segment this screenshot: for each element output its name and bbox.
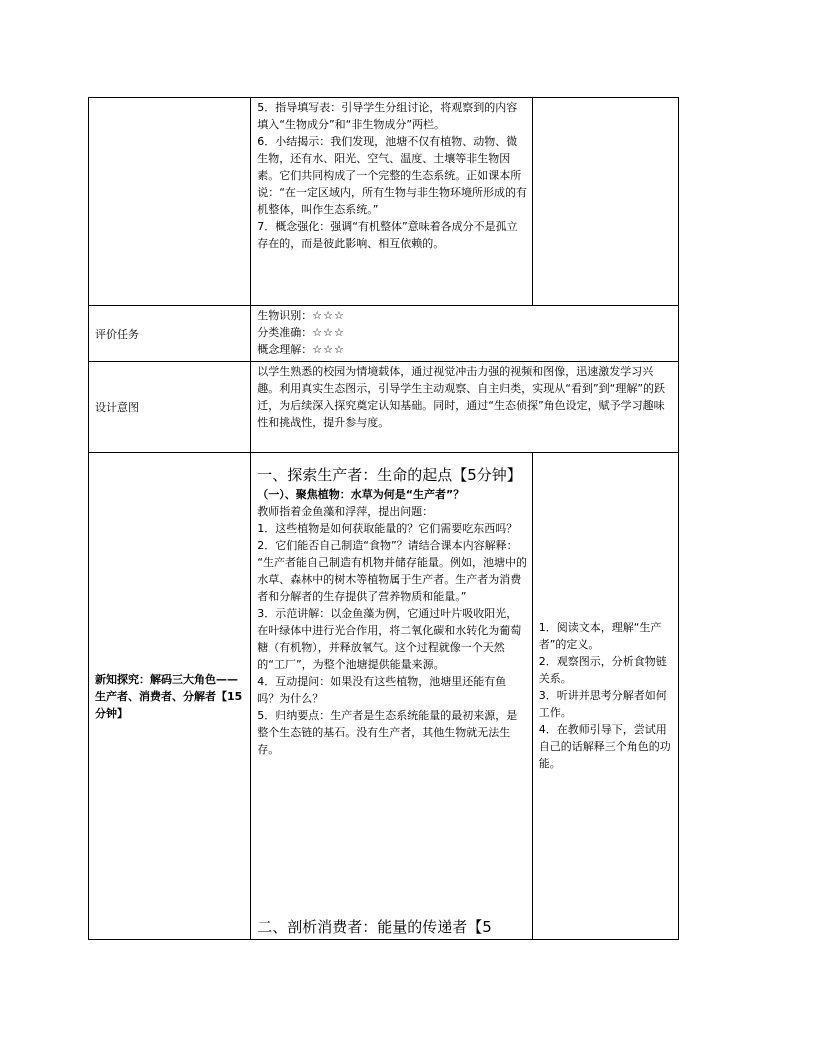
student-activity-cell [532, 98, 678, 306]
step-6: 6．小结揭示：我们发现，池塘不仅有植物、动物、微生物，还有水、阳光、空气、温度、土壤等非生物因素。它们共同构成了一个完整的生态系统。正如课本所说：“在一定区域内，所有生物与非生物环境所形成的有机整体，叫作生态系统。” [257, 135, 527, 216]
section-1-title: 一、探索生产者：生命的起点【5分钟】 [257, 466, 522, 484]
student-step-4: 4．在教师引导下，尝试用自己的话解释三个角色的功能。 [538, 723, 671, 770]
table-row-explore [89, 453, 679, 940]
intro-text: 教师指着金鱼藻和浮萍，提出问题： [257, 505, 434, 518]
evaluation-content-cell [251, 306, 679, 362]
question-1: 1．这些植物是如何获取能量的？它们需要吃东西吗？ [257, 522, 518, 535]
star-rating: ☆☆☆ [312, 343, 345, 356]
lesson-plan-table [88, 97, 679, 940]
design-content-cell [251, 362, 679, 453]
step-5: 5．指导填写表：引导学生分组讨论，将观察到的内容填入“生物成分”和“非生物成分”两栏。 [257, 101, 518, 131]
student-step-1: 1．阅读文本，理解“生产者”的定义。 [538, 621, 662, 651]
evaluation-label-cell [89, 306, 251, 362]
evaluation-item [257, 341, 674, 358]
evaluation-label: 评价任务 [95, 327, 139, 341]
explore-label: 新知探究：解码三大角色——生产者、消费者、分解者【15分钟】 [95, 672, 243, 720]
explore-teacher-cell [251, 453, 532, 940]
table-row-evaluation [89, 306, 679, 362]
evaluation-item [257, 324, 674, 341]
summary-point: 5．归纳要点：生产者是生态系统能量的最初来源，是整个生态链的基石。没有生产者，其他生物就无法生存。 [257, 709, 518, 756]
evaluation-item [257, 307, 674, 324]
design-label-cell [89, 362, 251, 453]
table-row-design [89, 362, 679, 453]
demo-explanation: 3．示范讲解：以金鱼藻为例，它通过叶片吸收阳光，在叶绿体中进行光合作用，将二氧化碳和水转化为葡萄糖（有机物），并释放氧气。这个过程就像一个天然的“工厂”，为整个池塘提供能量来源。 [257, 607, 522, 671]
explore-student-cell [532, 453, 678, 940]
design-text: 以学生熟悉的校园为情境载体，通过视觉冲击力强的视频和图像，迅速激发学习兴趣。利用真实生态图示，引导学生主动观察、自主归类，实现从“看到”到“理解”的跃迁，为后续深入探究奠定认知基础。同时，通过“生态侦探”角色设定，赋予学习趣味性和挑战性，提升参与度。 [257, 365, 666, 429]
section-2-title: 二、剖析消费者：能量的传递者【5 [257, 918, 492, 936]
table-row-process [89, 98, 679, 306]
subsection-title: （一）、聚焦植物：水草为何是“生产者”？ [257, 488, 465, 501]
question-2: 2．它们能否自己制造“食物”？请结合课本内容解释： [257, 539, 518, 552]
question-4: 4．互动提问：如果没有这些植物，池塘里还能有鱼吗？为什么？ [257, 675, 507, 705]
empty-label-cell [89, 98, 251, 306]
star-rating: ☆☆☆ [312, 326, 345, 339]
explore-label-cell [89, 453, 251, 940]
student-step-3: 3．听讲并思考分解者如何工作。 [538, 689, 667, 719]
evaluation-item-name: 生物识别： [257, 309, 313, 322]
step-7: 7．概念强化：强调“有机整体”意味着各成分不是孤立存在的，而是彼此影响、相互依赖的。 [257, 220, 518, 250]
design-label: 设计意图 [95, 401, 139, 414]
textbook-quote: “生产者能自己制造有机物并储存能量。例如，池塘中的水草、森林中的树木等植物属于生产者。生产者为消费者和分解者的生存提供了营养物质和能量。” [257, 556, 527, 603]
evaluation-item-name: 分类准确： [257, 326, 313, 339]
teacher-activity-cell [251, 98, 532, 306]
student-step-2: 2．观察图示，分析食物链关系。 [538, 655, 667, 685]
star-rating: ☆☆☆ [312, 309, 345, 322]
evaluation-item-name: 概念理解： [257, 343, 313, 356]
